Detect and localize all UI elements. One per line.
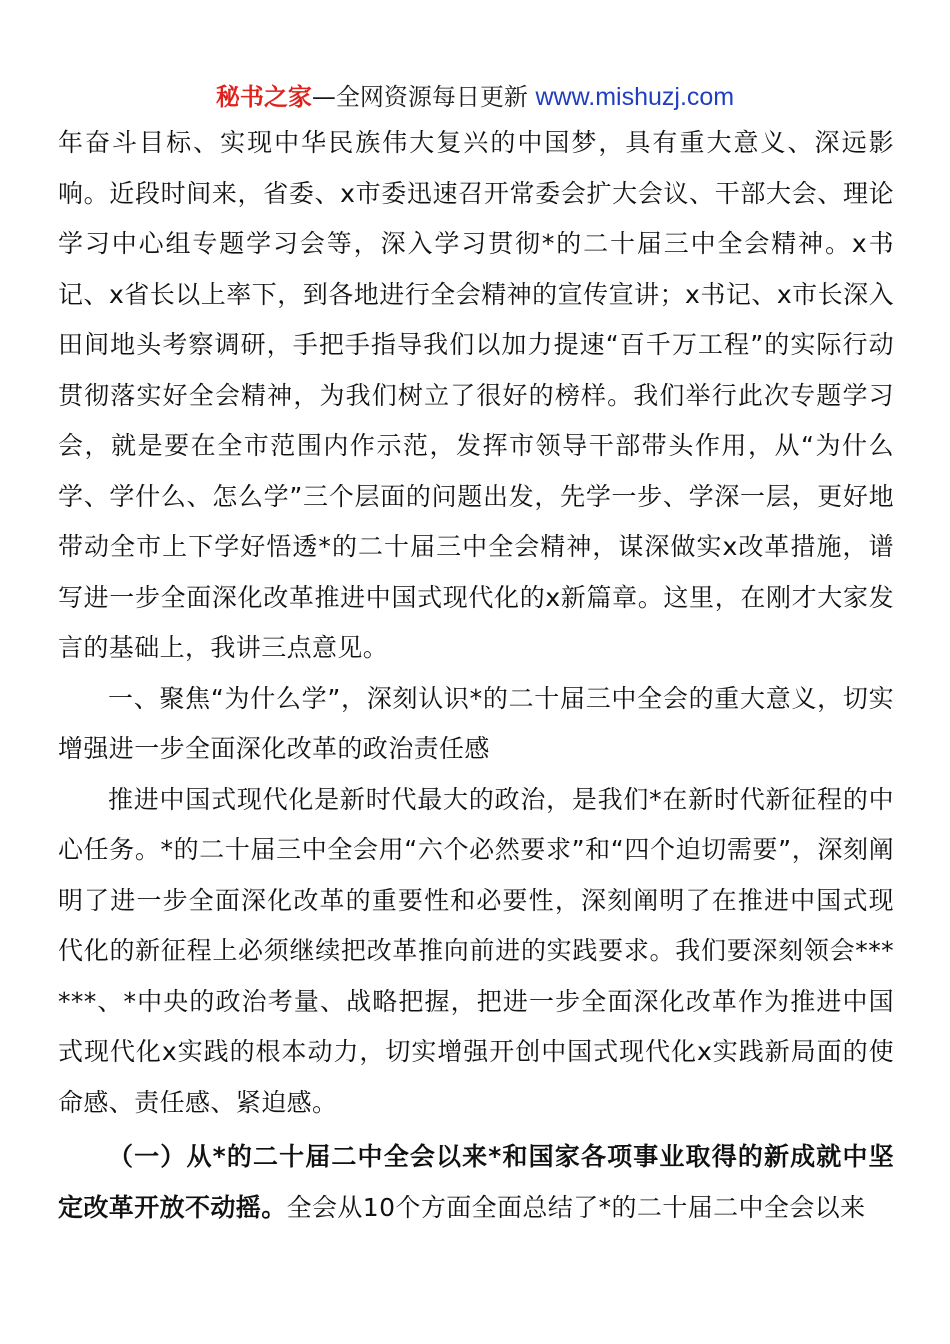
paragraph-continued: 年奋斗目标、实现中华民族伟大复兴的中国梦，具有重大意义、深远影响。近段时间来，省委、x市委迅速召开常委会扩大会议、干部大会、理论学习中心组专题学习会等，深入学习贯彻*的二十届三中全会精神。x书记、x省长以上率下，到各地进行全会精神的宣传宣讲；x书记、x市长深入田间地头考察调研，手把手指导我们以加力提速“百千万工程”的实际行动贯彻落实好全会精神，为我们树立了很好的榜样。我们举行此次专题学习会，就是要在全市范围内作示范，发挥市领导干部带头作用，从“为什么学、学什么、怎么学”三个层面的问题出发，先学一步、学深一层，更好地带动全市上下学好悟透*的二十届三中全会精神，谋深做实x改革措施，谱写进一步全面深化改革推进中国式现代化的x新篇章。这里，在刚才大家发言的基础上，我讲三点意见。	[58, 128, 894, 662]
document-body	[58, 118, 894, 1233]
watermark-slogan: —全网资源每日更新	[311, 83, 536, 111]
subsection-paragraph-1	[58, 1132, 894, 1233]
subsection-heading-1: （一）从*的二十届二中全会以来*和国家各项事业取得的新成就中坚定改革开放不动摇。	[58, 1142, 894, 1222]
subsection-text-1: 全会从10个方面全面总结了*的二十届二中全会以来	[286, 1192, 866, 1222]
watermark	[0, 82, 950, 112]
watermark-url[interactable]: www.mishuzj.com	[535, 83, 735, 111]
paragraph-1: 推进中国式现代化是新时代最大的政治，是我们*在新时代新征程的中心任务。*的二十届三中全会用“六个必然要求”和“四个迫切需要”，深刻阐明了进一步全面深化改革的重要性和必要性，深刻阐明了在推进中国式现代化的新征程上必须继续把改革推向前进的实践要求。我们要深刻领会******、*中央的政治考量、战略把握，把进一步全面深化改革作为推进中国式现代化x实践的根本动力，切实增强开创中国式现代化x实践新局面的使命感、责任感、紧迫感。	[58, 784, 894, 1117]
watermark-brand: 秘书之家	[215, 83, 312, 111]
section-heading-1: 一、聚焦“为什么学”，深刻认识*的二十届三中全会的重大意义，切实增强进一步全面深化改革的政治责任感	[58, 683, 894, 763]
